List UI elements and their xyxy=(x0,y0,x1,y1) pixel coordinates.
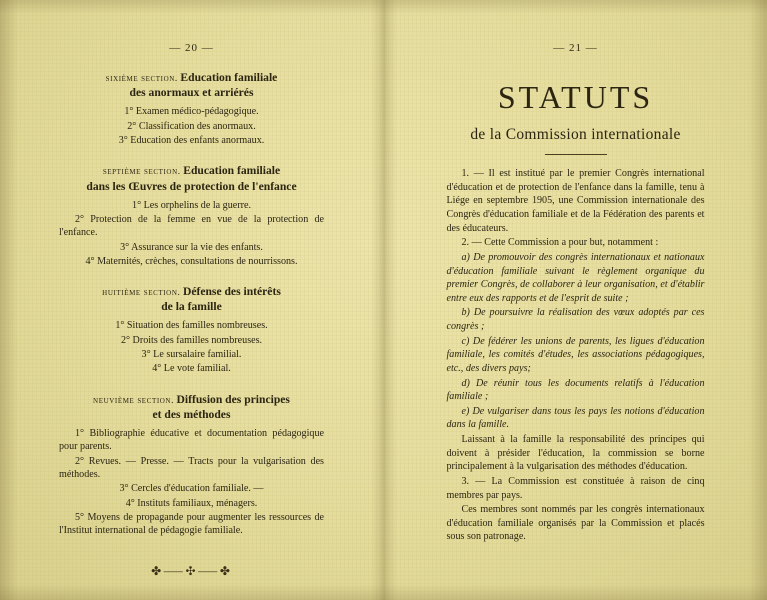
list-item: 5° Moyens de propagande pour augmenter les ressources de l'Institut international de pédagogie familiale. xyxy=(59,511,324,537)
list-item: 2° Protection de la femme en vue de la protection de l'enfance. xyxy=(59,213,324,239)
paragraph: c) De fédérer les unions de parents, les ligues d'éducation familiale, les comités d'études, les associations pédagogiques, etc., des divers pays; xyxy=(446,335,705,374)
paragraph: 2. — Cette Commission a pour but, notamment : xyxy=(461,237,659,249)
list-item: 2° Droits des familles nombreuses. xyxy=(120,334,263,346)
section-heading-sixieme xyxy=(59,70,324,100)
section-label-neuvieme: neuvième section. xyxy=(93,395,174,406)
page-title: STATUTS xyxy=(497,79,654,115)
paragraph: a) De promouvoir des congrès internationaux et nationaux d'éducation familiale suivant le règlement organique du premier Congrès, de collaborer à leur organisation, et d'établir entre eux des rapports et de l'esprit de suite ; xyxy=(446,251,705,304)
section-subtitle-septieme: dans les Œuvres de protection de l'enfance xyxy=(86,179,297,193)
paragraph: Laissant à la famille la responsabilité des principes qui doivent à présider l'éducation, la commission se borne principalement à la vulgarisation des méthodes d'éducation. xyxy=(446,434,705,473)
section-label-sixieme: sixième section. xyxy=(105,74,178,84)
right-page-column xyxy=(447,76,705,544)
paragraph: d) De réunir tous les documents relatifs à l'éducation familiale ; xyxy=(446,377,705,403)
paragraph: e) De vulgariser dans tous les pays les notions d'éducation dans la famille. xyxy=(446,405,705,431)
right-page xyxy=(384,0,767,600)
section-heading-septieme xyxy=(59,163,324,193)
list-item: 3° Cercles d'éducation familiale. — xyxy=(119,483,264,495)
paragraph: b) De poursuivre la réalisation des vœux adoptés par ces congrès ; xyxy=(446,307,705,333)
left-page-column xyxy=(59,70,324,579)
list-item: 3° Assurance sur la vie des enfants. xyxy=(120,241,263,253)
list-item: 1° Situation des familles nombreuses. xyxy=(115,320,268,332)
page-subtitle: de la Commission internationale xyxy=(470,125,681,143)
section-title-septieme: Education familiale xyxy=(183,164,281,178)
section-title-huitieme: Défense des intérêts xyxy=(182,285,281,299)
folio-right: — 21 — xyxy=(553,42,598,54)
list-item: 4° Le vote familial. xyxy=(152,363,231,375)
list-item: 4° Instituts familiaux, ménagers. xyxy=(125,497,258,509)
paragraph: 3. — La Commission est constituée à raison de cinq membres par pays. xyxy=(446,475,705,501)
list-item: 3° Le sursalaire familial. xyxy=(141,349,242,361)
folio-left: — 20 — xyxy=(169,42,214,54)
section-subtitle-sixieme: des anormaux et arriérés xyxy=(129,86,254,100)
ornament-divider: ✤⸺✣⸺✤ xyxy=(151,563,232,578)
list-item: 2° Revues. — Presse. — Tracts pour la vulgarisation des méthodes. xyxy=(59,455,324,480)
title-rule xyxy=(545,154,607,155)
section-title-sixieme: Education familiale xyxy=(180,71,278,84)
list-item: 2° Classification des anormaux. xyxy=(127,120,256,132)
section-subtitle-neuvieme: et des méthodes xyxy=(152,407,231,421)
list-item: 3° Education des enfants anormaux. xyxy=(118,134,265,146)
section-heading-huitieme xyxy=(59,284,324,314)
list-item: 1° Les orphelins de la guerre. xyxy=(132,199,251,211)
list-item: 1° Examen médico-pédagogique. xyxy=(124,106,259,118)
section-heading-neuvieme xyxy=(59,392,324,422)
section-subtitle-huitieme: de la famille xyxy=(161,300,222,314)
section-label-huitieme: huitième section. xyxy=(102,288,181,299)
section-label-septieme: septième section. xyxy=(102,167,181,178)
paragraph: Ces membres sont nommés par les congrès internationaux d'éducation familiale organisés par la Commission et placés sous son patronage. xyxy=(446,504,705,543)
left-page xyxy=(0,0,383,600)
list-item: 4° Maternités, crèches, consultations de nourrissons. xyxy=(85,255,298,267)
paragraph: 1. — Il est institué par le premier Congrès international d'éducation et de protection de l'enfance dans la famille, tenu à Liége en septembre 1905, une Commission internationale des Congrès d'éducation familiale et de la Fédération des parents et des éducateurs. xyxy=(446,168,705,234)
section-title-neuvieme: Diffusion des principes xyxy=(176,392,290,406)
list-item: 1° Bibliographie éducative et documentation pédagogique pour parents. xyxy=(59,428,324,453)
